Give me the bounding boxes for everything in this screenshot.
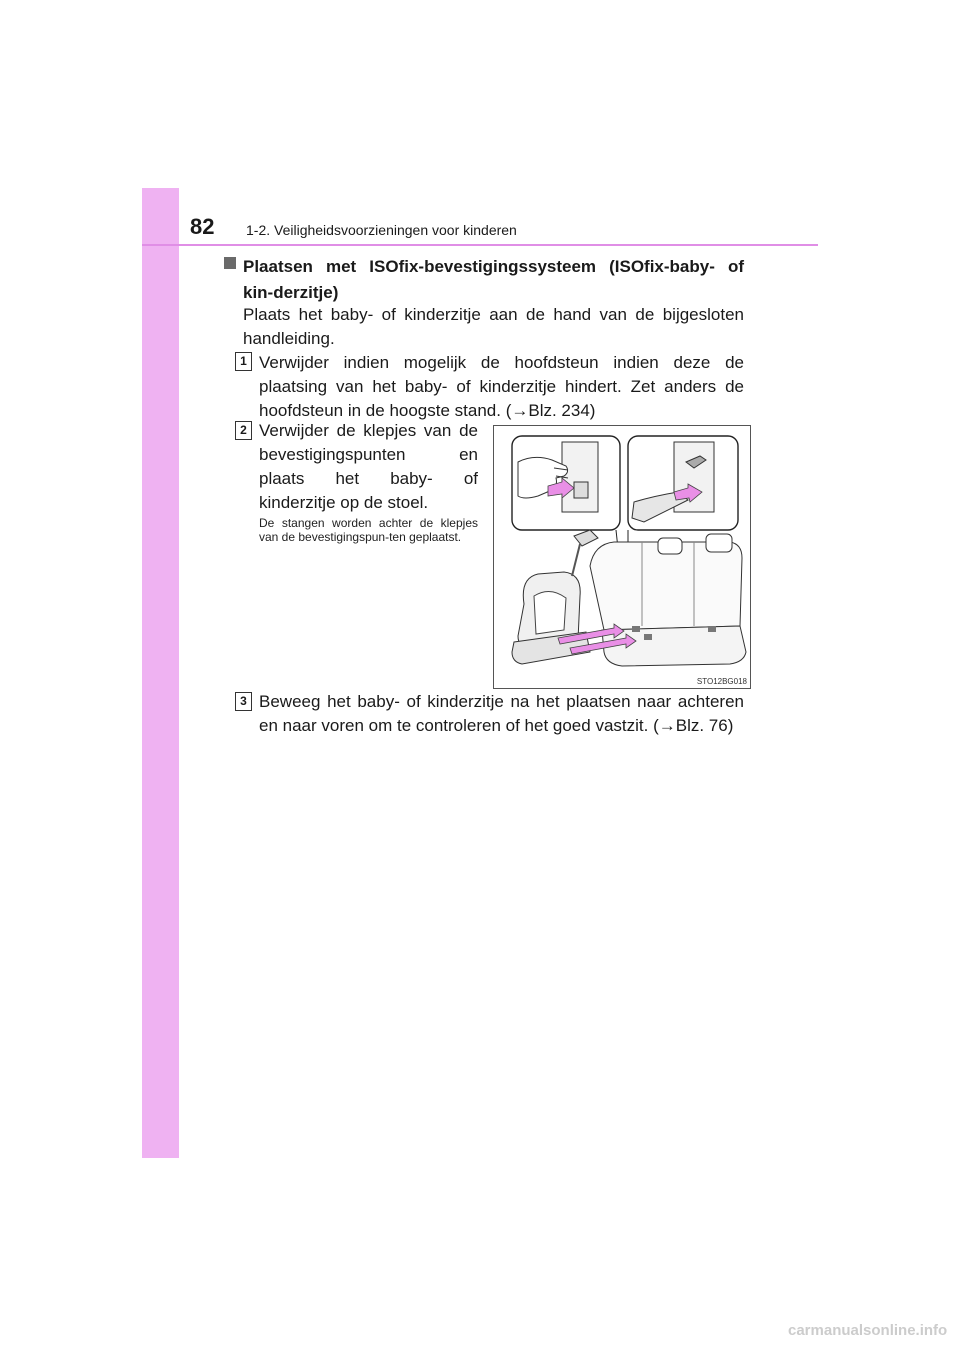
- section-title: 1-2. Veiligheidsvoorzieningen voor kinderen: [246, 222, 517, 238]
- step-text-1: Verwijder indien mogelijk de hoofdsteun indien deze de plaatsing van het baby- of kinderzitje hindert. Zet anders de hoofdsteun in de hoogste stand. (→Blz. 234): [259, 353, 744, 420]
- anchor-point: [632, 626, 640, 632]
- rear-seat-cushion: [602, 626, 746, 666]
- header-rule: [142, 244, 818, 246]
- rear-seat-back: [590, 542, 742, 630]
- step-text-3: Beweeg het baby- of kinderzitje na het plaatsen naar achteren en naar voren om te controleren of het goed vastzit. (→Blz. 76): [259, 692, 744, 735]
- seat-belt-top: [574, 530, 598, 546]
- isofix-drawing: [494, 426, 750, 688]
- step-number-1: 1: [235, 352, 252, 371]
- anchor-point: [708, 626, 716, 632]
- square-bullet-icon: [224, 257, 236, 269]
- headrest: [706, 534, 732, 552]
- headrest: [658, 538, 682, 554]
- page-number: 82: [190, 214, 215, 239]
- isofix-illustration: [493, 425, 751, 689]
- step-number-2: 2: [235, 421, 252, 440]
- left-seat-recess: [562, 442, 598, 512]
- step-text-2: Verwijder de klepjes van de bevestigingspunten en plaats het baby- of kinderzitje op de stoel.: [259, 421, 478, 512]
- section-heading: [224, 254, 744, 306]
- chapter-side-band: [142, 188, 179, 1158]
- step-number-3: 3: [235, 692, 252, 711]
- figure-code: STO12BG018: [696, 677, 747, 686]
- left-anchor-cover: [574, 482, 588, 498]
- seat-belt: [572, 544, 580, 576]
- intro-paragraph: Plaats het baby- of kinderzitje aan de hand van de bijgesloten handleiding.: [243, 305, 744, 348]
- watermark: carmanualsonline.info: [788, 1322, 948, 1339]
- section-heading-text: Plaatsen met ISOfix-bevestigingssysteem (ISOfix-baby- of kin-derzitje): [243, 257, 744, 302]
- child-seat-padding: [534, 591, 566, 634]
- step-2-note: De stangen worden achter de klepjes van de bevestigingspun-ten geplaatst.: [259, 516, 478, 544]
- anchor-point: [644, 634, 652, 640]
